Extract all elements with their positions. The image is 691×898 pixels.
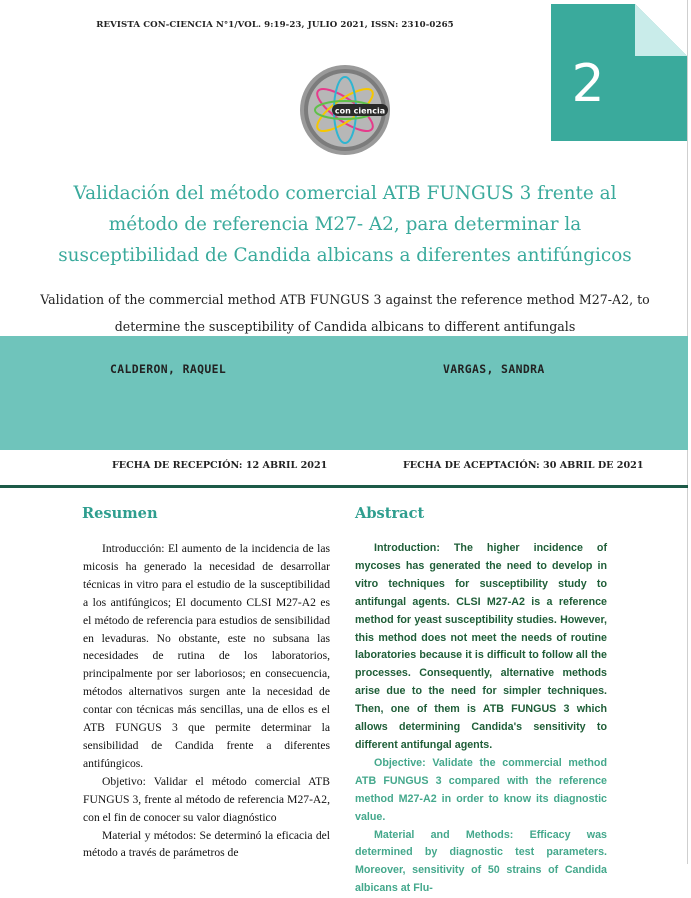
received-date: FECHA DE RECEPCIÓN: 12 ABRIL 2021: [112, 460, 327, 471]
article-title-en: Validation of the commercial method ATB FUNGUS 3 against the reference method M27-A2, to determine the susceptibility of Candida albicans to different antifungals: [40, 286, 650, 340]
abstract-paragraph: Material and Methods: Efficacy was determined by diagnostic test parameters. Moreover, sensitivity of 50 strains of Candida albicans at Flu-: [355, 827, 607, 898]
resumen-paragraph: Material y métodos: Se determinó la eficacia del método a través de parámetros de: [83, 827, 330, 863]
author-1: CALDERON, RAQUEL: [110, 362, 226, 376]
abstract-heading: Abstract: [355, 505, 424, 522]
section-divider: [0, 485, 688, 488]
article-title-es: Validación del método comercial ATB FUNGUS 3 frente al método de referencia M27- A2, para determinar la susceptibilidad de Candida albicans a diferentes antifúngicos: [50, 178, 640, 271]
resumen-body: [83, 540, 330, 862]
resumen-paragraph: Introducción: El aumento de la incidencia de las micosis ha generado la necesidad de desarrollar técnicas in vitro para el estudio de la susceptibilidad a los antifúngicos; El documento CLSI M27-A2 es el método de referencia para estudios de sensibilidad en levaduras. No obstante, este no subsana las necesidades de rutina de los laboratorios, principalmente por ser laboriosos; en consecuencia, métodos alternativos surgen ante la necesidad de contar con técnicas más sencillas, una de ellos es el ATB FUNGUS 3 que permite determinar la sensibilidad de Candida frente a diferentes antifúngicos.: [83, 540, 330, 773]
logo-text: con ciencia: [335, 107, 385, 116]
accepted-date: FECHA DE ACEPTACIÓN: 30 ABRIL DE 2021: [403, 460, 644, 471]
resumen-heading: Resumen: [82, 505, 158, 522]
abstract-body: [355, 540, 607, 898]
article-number-box: [551, 4, 687, 141]
abstract-paragraph: Objective: Validate the commercial method ATB FUNGUS 3 compared with the reference method M27-A2 in order to know its diagnostic value.: [355, 755, 607, 827]
page-fold-icon: [635, 4, 687, 56]
authors-band: [0, 336, 688, 450]
article-number: 2: [551, 54, 625, 114]
resumen-paragraph: Objetivo: Validar el método comercial ATB FUNGUS 3, frente al método de referencia M27-A2, con el fin de conocer su valor diagnóstico: [83, 773, 330, 827]
abstract-paragraph: Introduction: The higher incidence of mycoses has generated the need to develop in vitro techniques for susceptibility study to antifungal agents. CLSI M27-A2 is a reference method for yeast susceptibility studies. However, this method does not meet the needs of routine laboratories because it is difficult to follow all the processes. Consequently, alternative methods arise due to the need for simpler techniques. Then, one of them is ATB FUNGUS 3 which allows determining Candida's sensitivity to different antifungal agents.: [355, 540, 607, 755]
conciencia-logo-icon: [299, 64, 391, 156]
journal-header: REVISTA CON-CIENCIA N°1/VOL. 9:19-23, JULIO 2021, ISSN: 2310-0265: [0, 20, 550, 30]
author-2: VARGAS, SANDRA: [443, 362, 545, 376]
